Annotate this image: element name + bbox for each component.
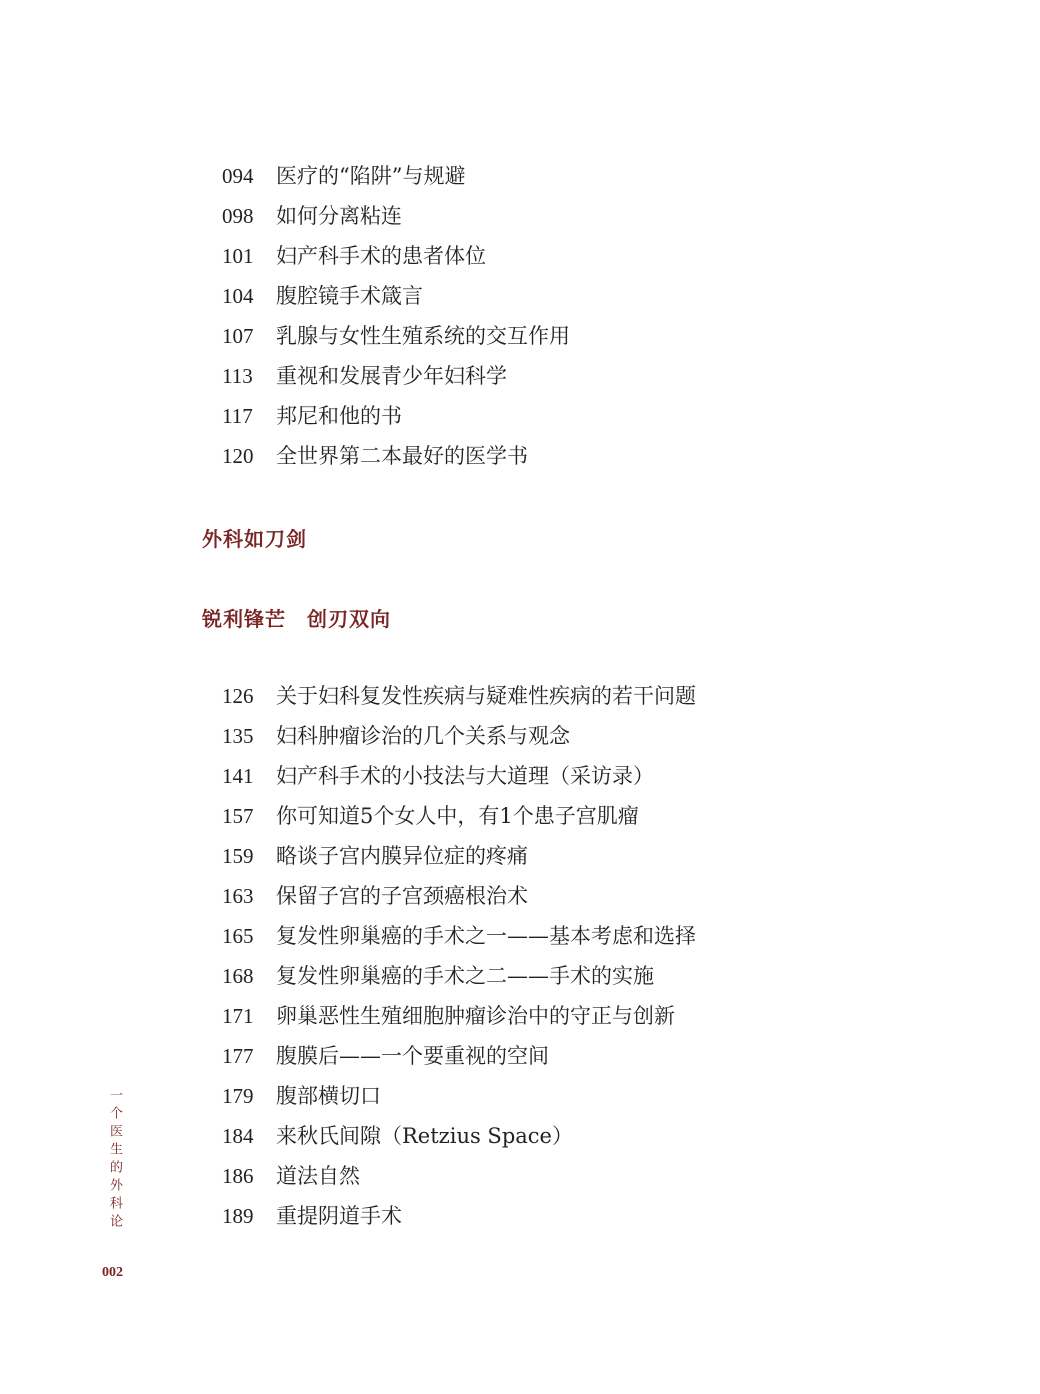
toc-entry-title: 腹腔镜手术箴言 (276, 284, 423, 308)
toc-page-number: 126 (222, 684, 254, 708)
toc-entry[interactable] (222, 1156, 942, 1196)
toc-entry[interactable] (222, 796, 942, 836)
toc-entry[interactable] (222, 396, 942, 436)
toc-entry[interactable] (222, 956, 942, 996)
toc-page-number: 135 (222, 724, 254, 748)
toc-entry-title: 妇产科手术的患者体位 (276, 244, 486, 268)
toc-page-number: 107 (222, 324, 254, 348)
toc-entry-title: 腹膜后——一个要重视的空间 (276, 1044, 549, 1068)
part-title: 外科如刀剑 (202, 527, 307, 551)
toc-entry[interactable] (222, 996, 942, 1036)
toc-page-number: 141 (222, 764, 254, 788)
toc-page-number: 098 (222, 204, 254, 228)
toc-entry-title: 重视和发展青少年妇科学 (276, 364, 507, 388)
toc-entry[interactable] (222, 876, 942, 916)
toc-entry[interactable] (222, 276, 942, 316)
toc-entry-title: 卵巢恶性生殖细胞肿瘤诊治中的守正与创新 (276, 1004, 675, 1028)
toc-entry-title: 略谈子宫内膜异位症的疼痛 (276, 844, 528, 868)
toc-page-number: 117 (222, 404, 253, 428)
toc-page-number: 168 (222, 964, 254, 988)
toc-entry[interactable] (222, 756, 942, 796)
toc-entry-title: 重提阴道手术 (276, 1204, 402, 1228)
toc-entry[interactable] (222, 716, 942, 756)
toc-page-number: 094 (222, 164, 254, 188)
toc-entry-title: 妇科肿瘤诊治的几个关系与观念 (276, 724, 570, 748)
toc-page-number: 186 (222, 1164, 254, 1188)
toc-page-number: 179 (222, 1084, 254, 1108)
toc-page-number: 189 (222, 1204, 254, 1228)
toc-entry[interactable] (222, 676, 942, 716)
toc-entry-title: 全世界第二本最好的医学书 (276, 444, 528, 468)
toc-entry[interactable] (222, 436, 942, 476)
toc-entry[interactable] (222, 196, 942, 236)
toc-page-number: 184 (222, 1124, 254, 1148)
toc-entry-title: 你可知道5个女人中，有1个患子宫肌瘤 (276, 804, 639, 828)
toc-entry-title: 复发性卵巢癌的手术之二——手术的实施 (276, 964, 654, 988)
toc-page-number: 101 (222, 244, 254, 268)
toc-entry[interactable] (222, 156, 942, 196)
toc-entry-title: 复发性卵巢癌的手术之一——基本考虑和选择 (276, 924, 696, 948)
toc-entry-title: 邦尼和他的书 (276, 404, 402, 428)
toc-entry[interactable] (222, 316, 942, 356)
toc-page-number: 159 (222, 844, 254, 868)
toc-entry[interactable] (222, 236, 942, 276)
toc-entry[interactable] (222, 356, 942, 396)
toc-entry[interactable] (222, 836, 942, 876)
toc-entry-title: 保留子宫的子宫颈癌根治术 (276, 884, 528, 908)
toc-page-number: 120 (222, 444, 254, 468)
toc-entry[interactable] (222, 1036, 942, 1076)
toc-group-1 (222, 156, 942, 476)
toc-entry-title: 道法自然 (276, 1164, 360, 1188)
toc-page-number: 157 (222, 804, 254, 828)
toc-page-number: 163 (222, 884, 254, 908)
toc-page-number: 113 (222, 364, 253, 388)
page-number: 002 (102, 1265, 123, 1280)
section-title: 锐利锋芒 创刃双向 (202, 607, 391, 631)
toc-entry-title: 妇产科手术的小技法与大道理（采访录） (276, 764, 654, 788)
toc-page-number: 171 (222, 1004, 254, 1028)
toc-entry-title: 腹部横切口 (276, 1084, 381, 1108)
toc-entry[interactable] (222, 1116, 942, 1156)
toc-page-number: 104 (222, 284, 254, 308)
toc-page-number: 177 (222, 1044, 254, 1068)
toc-entry[interactable] (222, 1196, 942, 1236)
toc-entry-title: 来秋氏间隙（Retzius Space） (276, 1124, 573, 1148)
toc-group-2 (222, 676, 942, 1236)
toc-entry-title: 关于妇科复发性疾病与疑难性疾病的若干问题 (276, 684, 696, 708)
toc-entry[interactable] (222, 1076, 942, 1116)
book-title-vertical: 一个医生的外科论 (107, 1088, 122, 1232)
toc-entry-title: 医疗的“陷阱”与规避 (276, 164, 466, 188)
toc-entry-title: 如何分离粘连 (276, 204, 402, 228)
toc-entry[interactable] (222, 916, 942, 956)
toc-page-number: 165 (222, 924, 254, 948)
toc-entry-title: 乳腺与女性生殖系统的交互作用 (276, 324, 570, 348)
